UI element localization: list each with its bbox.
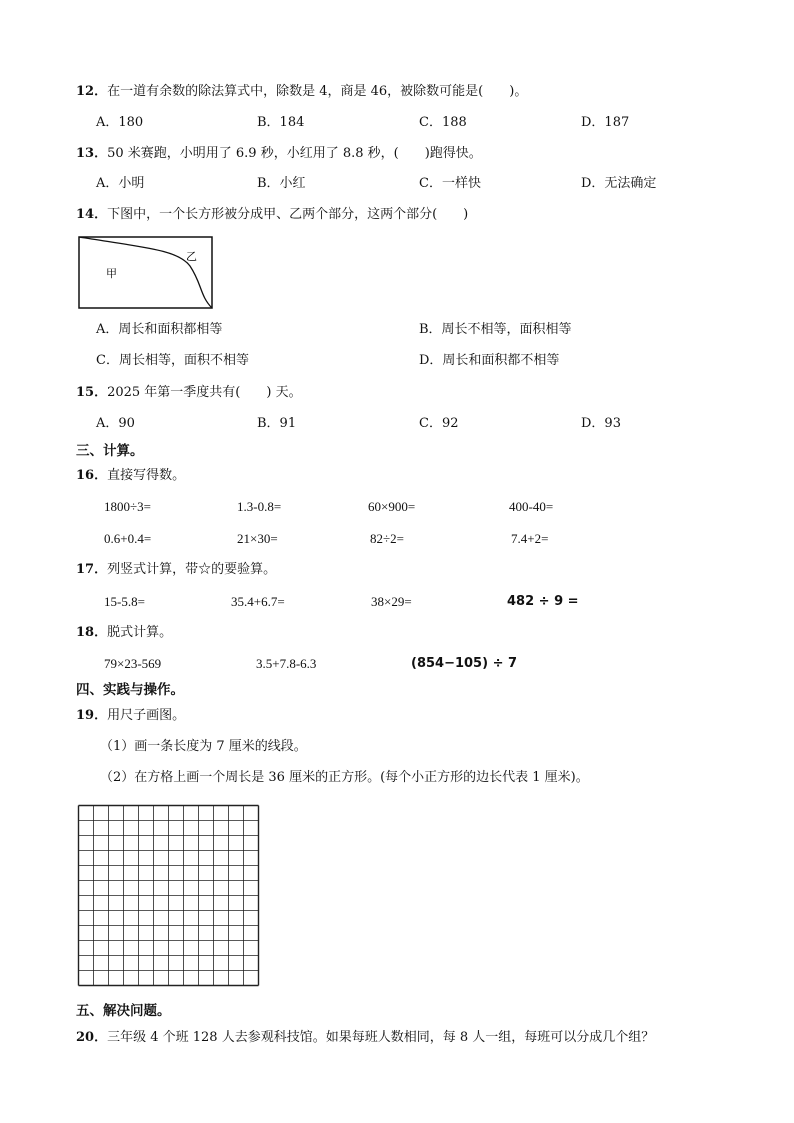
question-number: 15． — [76, 385, 108, 400]
option-c: C．92 — [419, 416, 459, 431]
expression: 3.5+7.8-6.3 — [256, 656, 317, 671]
square-grid — [77, 804, 263, 990]
option-d: D．周长和面积都不相等 — [419, 353, 560, 368]
option-c: C．188 — [419, 115, 467, 130]
option-a: A．180 — [96, 115, 144, 130]
question-text: 2025 年第一季度共有( ) 天。 — [107, 385, 302, 400]
question-number: 19． — [76, 708, 108, 723]
question-text: 下图中，一个长方形被分成甲、乙两个部分，这两个部分( ) — [107, 207, 469, 222]
expression: 7.4+2= — [511, 531, 549, 546]
question-19 — [76, 707, 185, 725]
option-d: D．93 — [581, 416, 621, 431]
question-text: 在一道有余数的除法算式中，除数是 4，商是 46，被除数可能是( )。 — [107, 84, 528, 99]
option-a: A．小明 — [96, 176, 145, 191]
expression: 15-5.8= — [104, 594, 145, 609]
question-14 — [76, 206, 468, 224]
question-number: 17． — [76, 562, 108, 577]
expression: 38×29= — [371, 594, 412, 609]
section-title: 四、实践与操作。 — [76, 682, 184, 698]
question-16 — [76, 467, 185, 485]
expression: 79×23-569 — [104, 656, 162, 671]
figure-curve — [79, 237, 212, 308]
expression: 60×900= — [368, 499, 416, 514]
expression: (854−105) ÷ 7 — [411, 656, 518, 671]
question-15 — [76, 384, 302, 402]
question-text: 50 米赛跑，小明用了 6.9 秒，小红用了 8.8 秒，( )跑得快。 — [107, 146, 482, 161]
option-c: C．一样快 — [419, 176, 481, 191]
expression: 0.6+0.4= — [104, 531, 152, 546]
question-text: 列竖式计算，带☆的要验算。 — [107, 562, 277, 577]
question-17 — [76, 561, 276, 579]
rectangle-figure — [78, 236, 214, 310]
expression: 1.3-0.8= — [237, 499, 282, 514]
question-number: 20． — [76, 1030, 108, 1045]
expression: 1800÷3= — [104, 499, 151, 514]
label-yi: 乙 — [186, 250, 197, 263]
question-text: 直接写得数。 — [107, 468, 186, 483]
expression: 21×30= — [237, 531, 278, 546]
question-number: 12． — [76, 84, 108, 99]
option-b: B．91 — [257, 416, 297, 431]
option-d: D．187 — [581, 115, 630, 130]
question-number: 16． — [76, 468, 108, 483]
question-number: 14． — [76, 207, 108, 222]
expression: 82÷2= — [370, 531, 404, 546]
question-text: 三年级 4 个班 128 人去参观科技馆。如果每班人数相同，每 8 人一组，每班可以分成几个组？ — [107, 1030, 655, 1045]
question-12 — [76, 83, 527, 101]
question-20 — [76, 1029, 654, 1047]
question-13 — [76, 145, 482, 163]
sub-question-1: （1）画一条长度为 7 厘米的线段。 — [100, 739, 307, 754]
option-a: A．周长和面积都相等 — [96, 322, 223, 337]
expression: 482 ÷ 9 = — [507, 594, 579, 609]
option-b: B．小红 — [257, 176, 306, 191]
option-a: A．90 — [96, 416, 135, 431]
question-number: 18． — [76, 625, 108, 640]
option-b: B．184 — [257, 115, 305, 130]
expression: 35.4+6.7= — [231, 594, 285, 609]
section-title: 三、计算。 — [76, 443, 144, 459]
question-text: 脱式计算。 — [107, 625, 173, 640]
option-c: C．周长相等，面积不相等 — [96, 353, 249, 368]
sub-question-2: （2）在方格上画一个周长是 36 厘米的正方形。(每个小正方形的边长代表 1 厘米)。 — [100, 770, 589, 785]
question-18 — [76, 624, 172, 642]
label-jia: 甲 — [106, 267, 117, 280]
question-number: 13． — [76, 146, 108, 161]
question-text: 用尺子画图。 — [107, 708, 186, 723]
option-d: D．无法确定 — [581, 176, 657, 191]
expression: 400-40= — [509, 499, 554, 514]
option-b: B．周长不相等，面积相等 — [419, 322, 572, 337]
section-title: 五、解决问题。 — [76, 1003, 171, 1019]
